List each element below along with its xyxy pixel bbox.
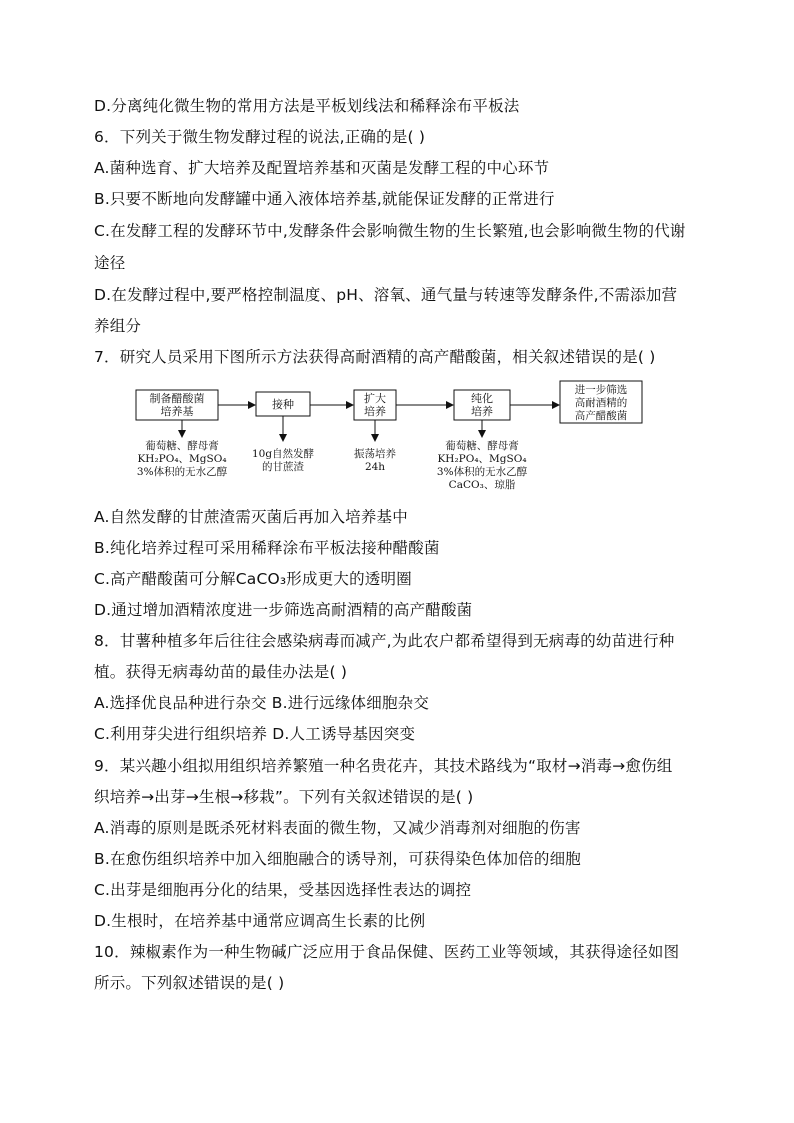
q9-option-a: A.消毒的原则是既杀死材料表面的微生物，又减少消毒剂对细胞的伤害 — [94, 819, 581, 837]
text-line: D.分离纯化微生物的常用方法是平板划线法和稀释涂布平板法 — [94, 97, 520, 115]
box-label: 纯化 — [471, 392, 493, 405]
box-label: 培养 — [364, 405, 386, 418]
q7-option-b: B.纯化培养过程可采用稀释涂布平板法接种醋酸菌 — [94, 539, 440, 557]
note-shaking: 振荡培养 — [354, 448, 396, 460]
question-9-stem-cont: 织培养→出芽→生根→移栽”。下列有关叙述错误的是( ) — [94, 788, 474, 806]
question-6-stem: 6．下列关于微生物发酵过程的说法,正确的是( ) — [94, 128, 426, 146]
question-7-stem: 7．研究人员采用下图所示方法获得高耐酒精的高产醋酸菌，相关叙述错误的是( ) — [94, 348, 656, 366]
note-medium-2: CaCO₃、琼脂 — [448, 479, 516, 491]
q6-option-b: B.只要不断地向发酵罐中通入液体培养基,就能保证发酵的正常进行 — [94, 190, 555, 208]
box-label: 培养 — [471, 405, 493, 418]
question-9-stem: 9．某兴趣小组拟用组织培养繁殖一种名贵花卉，其技术路线为“取材→消毒→愈伤组 — [94, 757, 673, 775]
note-medium-2: 3%体积的无水乙醇 — [436, 466, 528, 478]
note-medium-2: 葡萄糖、酵母膏 — [445, 440, 519, 452]
note-medium-1: KH₂PO₄、MgSO₄ — [137, 453, 227, 465]
q9-option-c: C.出芽是细胞再分化的结果，受基因选择性表达的调控 — [94, 881, 472, 899]
q6-option-a: A.菌种选育、扩大培养及配置培养基和灭菌是发酵工程的中心环节 — [94, 159, 550, 177]
note-medium-1: 葡萄糖、酵母膏 — [145, 440, 219, 452]
q9-option-d: D.生根时，在培养基中通常应调高生长素的比例 — [94, 912, 426, 930]
q6-option-c: C.在发酵工程的发酵环节中,发酵条件会影响微生物的生长繁殖,也会影响微生物的代谢 — [94, 222, 686, 240]
question-10-stem: 10．辣椒素作为一种生物碱广泛应用于食品保健、医药工业等领域，其获得途径如图 — [94, 943, 680, 961]
question-8-stem: 8．甘薯种植多年后往往会感染病毒而减产,为此农户都希望得到无病毒的幼苗进行种 — [94, 632, 675, 650]
q8-options-cd: C.利用芽尖进行组织培养 D.人工诱导基因突变 — [94, 725, 416, 743]
flow-diagram — [134, 377, 674, 501]
q6-option-d: D.在发酵过程中,要严格控制温度、pH、溶氧、通气量与转速等发酵条件,不需添加营 — [94, 286, 678, 304]
note-inoculum: 10g自然发酵 — [251, 448, 315, 460]
question-8-stem-cont: 植。获得无病毒幼苗的最佳办法是( ) — [94, 663, 348, 681]
q7-option-d: D.通过增加酒精浓度进一步筛选高耐酒精的高产醋酸菌 — [94, 601, 473, 619]
note-medium-1: 3%体积的无水乙醇 — [136, 466, 228, 478]
note-medium-2: KH₂PO₄、MgSO₄ — [437, 453, 527, 465]
q7-option-c: C.高产醋酸菌可分解CaCO₃形成更大的透明圈 — [94, 570, 412, 588]
box-label: 进一步筛选 — [574, 384, 628, 396]
q6-option-d-cont: 养组分 — [94, 317, 142, 335]
box-label: 培养基 — [160, 405, 194, 418]
q6-option-c-cont: 途径 — [94, 254, 126, 272]
note-shaking: 24h — [364, 461, 386, 473]
box-label: 高耐酒精的 — [574, 397, 628, 409]
note-inoculum: 的甘蔗渣 — [262, 461, 304, 473]
question-10-stem-cont: 所示。下列叙述错误的是( ) — [94, 974, 285, 992]
box-label: 扩大 — [364, 392, 386, 405]
box-label: 接种 — [272, 398, 294, 411]
box-label: 制备醋酸菌 — [149, 392, 205, 405]
q7-option-a: A.自然发酵的甘蔗渣需灭菌后再加入培养基中 — [94, 508, 408, 526]
box-label: 高产醋酸菌 — [574, 410, 628, 422]
q9-option-b: B.在愈伤组织培养中加入细胞融合的诱导剂，可获得染色体加倍的细胞 — [94, 850, 581, 868]
q8-options-ab: A.选择优良品种进行杂交 B.进行远缘体细胞杂交 — [94, 694, 430, 712]
